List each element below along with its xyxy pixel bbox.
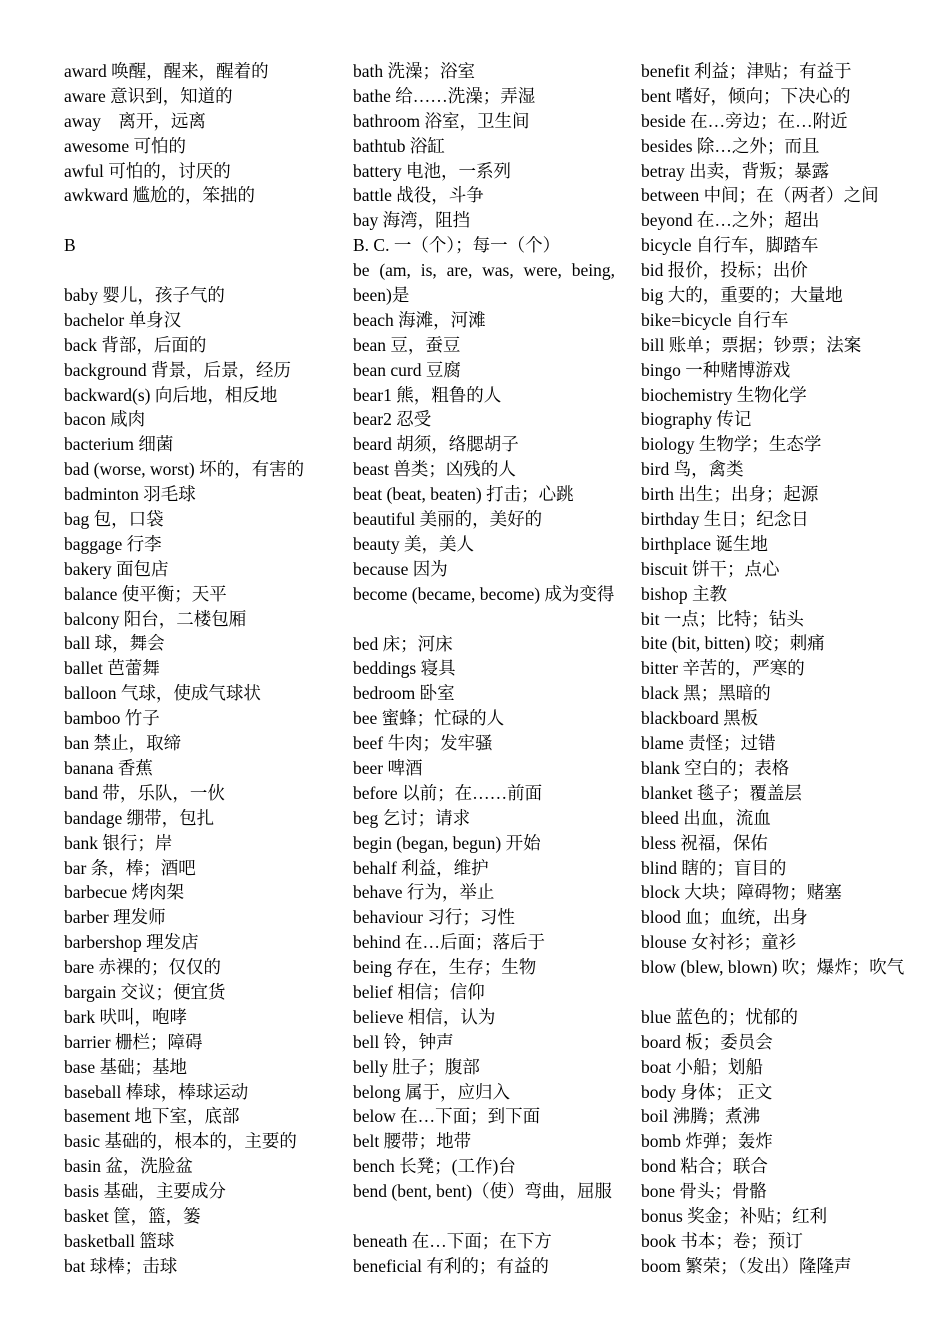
word-entry: bar 条，棒；酒吧 (64, 857, 196, 878)
word-entry: beer 啤酒 (353, 757, 423, 778)
word-entry: beauty 美，美人 (353, 533, 475, 554)
word-entry: believe 相信，认为 (353, 1006, 496, 1027)
word-entry: awful 可怕的，讨厌的 (64, 160, 231, 181)
word-entry: blood 血；血统，出身 (641, 907, 808, 928)
word-entry: bell 铃，钟声 (353, 1031, 454, 1052)
word-entry: belief 相信；信仰 (353, 981, 485, 1002)
word-entry: battle 战役，斗争 (353, 185, 484, 206)
word-entry: biochemistry 生物化学 (641, 384, 807, 405)
word-entry: book 书本；卷；预订 (641, 1230, 803, 1251)
word-entry: barbecue 烤肉架 (64, 882, 185, 903)
word-entry: bachelor 单身汉 (64, 309, 182, 330)
word-entry: boom 繁荣；（发出）隆隆声 (641, 1255, 852, 1276)
word-entry: bat 球棒；击球 (64, 1255, 178, 1276)
word-entry: basket 筐，篮，篓 (64, 1205, 201, 1226)
word-entry: beautiful 美丽的，美好的 (353, 509, 543, 530)
word-entry: awkward 尴尬的，笨拙的 (64, 185, 256, 206)
word-entry: blue 蓝色的；忧郁的 (641, 1006, 799, 1027)
word-entry: ball 球，舞会 (64, 633, 165, 654)
word-entry: base 基础；基地 (64, 1056, 187, 1077)
word-entry: beach 海滩，河滩 (353, 309, 486, 330)
word-column-1 (64, 59, 329, 1279)
word-entry: bitter 辛苦的，严寒的 (641, 658, 805, 679)
word-entry: beneath 在…下面；在下方 (353, 1230, 552, 1251)
word-entry: be (am, is, are, was, were, being, been)是 (353, 260, 615, 306)
word-entry: blackboard 黑板 (641, 708, 759, 729)
word-entry: bingo 一种赌博游戏 (641, 359, 791, 380)
word-entry: bean curd 豆腐 (353, 359, 461, 380)
word-entry: beast 兽类；凶残的人 (353, 459, 516, 480)
word-entry: bear2 忍受 (353, 409, 432, 430)
word-entry: benefit 利益；津贴；有益于 (641, 61, 852, 81)
word-entry: bank 银行；岸 (64, 832, 173, 853)
word-entry: bonus 奖金；补贴；红利 (641, 1205, 828, 1226)
word-entry: boil 沸腾；煮沸 (641, 1106, 761, 1127)
word-entry: bee 蜜蜂；忙碌的人 (353, 708, 505, 729)
word-entry: behaviour 习行；习性 (353, 907, 515, 928)
word-entry: blanket 毯子；覆盖层 (641, 782, 802, 803)
word-entry: behalf 利益，维护 (353, 857, 489, 878)
word-entry: beg 乞讨；请求 (353, 807, 471, 828)
word-entry: bathroom 浴室，卫生间 (353, 110, 530, 131)
word-entry: basis 基础，主要成分 (64, 1181, 226, 1202)
word-entry: ban 禁止，取缔 (64, 733, 182, 754)
word-entry: because 因为 (353, 558, 448, 579)
word-entry: begin (began, begun) 开始 (353, 832, 541, 853)
word-entry: bend (bent, bent)（使）弯曲，屈服 (353, 1181, 613, 1202)
word-entry: belly 肚子；腹部 (353, 1056, 480, 1077)
word-entry: basin 盆，洗脸盆 (64, 1156, 193, 1177)
word-entry: besides 除…之外；而且 (641, 135, 820, 156)
word-entry: balloon 气球，使成气球状 (64, 683, 261, 704)
word-entry: baseball 棒球，棒球运动 (64, 1081, 249, 1102)
word-column-2 (353, 59, 615, 1279)
word-entry: bite (bit, bitten) 咬；刺痛 (641, 633, 825, 654)
word-entry: blame 责怪；过错 (641, 733, 776, 754)
word-entry: bedroom 卧室 (353, 683, 455, 704)
word-entry: behave 行为，举止 (353, 882, 495, 903)
word-entry: block 大块；障碍物；赌塞 (641, 882, 842, 903)
word-entry: bathe 给……洗澡；弄湿 (353, 85, 536, 106)
word-entry: bamboo 竹子 (64, 708, 160, 729)
word-entry: beard 胡须，络腮胡子 (353, 434, 519, 455)
word-entry: bay 海湾，阻挡 (353, 210, 471, 231)
word-entry: biology 生物学；生态学 (641, 434, 822, 455)
word-entry: blouse 女衬衫；童衫 (641, 932, 797, 953)
word-entry: balcony 阳台，二楼包厢 (64, 608, 247, 629)
word-entry: B. C. 一（个）；每一（个） (353, 235, 561, 256)
word-entry: bark 吠叫，咆哮 (64, 1006, 187, 1027)
word-entry: bid 报价，投标；出价 (641, 260, 808, 281)
word-entry: blank 空白的；表格 (641, 757, 790, 778)
word-entry: balance 使平衡；天平 (64, 583, 227, 604)
word-entry: belong 属于，应归入 (353, 1081, 511, 1102)
word-entry: ballet 芭蕾舞 (64, 658, 160, 679)
word-entry: away 离开，远离 (64, 110, 206, 131)
word-entry: betray 出卖，背叛；暴露 (641, 160, 830, 181)
word-entry: bicycle 自行车，脚踏车 (641, 235, 819, 256)
word-entry: bond 粘合；联合 (641, 1156, 768, 1177)
section-letter: B (64, 235, 76, 256)
word-entry: being 存在，生存；生物 (353, 957, 537, 978)
word-entry: bakery 面包店 (64, 558, 169, 579)
word-entry: blind 瞎的；盲目的 (641, 857, 787, 878)
word-entry: boat 小船；划船 (641, 1056, 764, 1077)
word-entry: bean 豆，蚕豆 (353, 334, 461, 355)
word-entry: aware 意识到，知道的 (64, 85, 233, 106)
word-entry: birth 出生；出身；起源 (641, 484, 819, 505)
word-entry: beddings 寝具 (353, 658, 456, 679)
word-entry: back 背部，后面的 (64, 334, 207, 355)
word-entry: bathtub 浴缸 (353, 135, 445, 156)
word-entry: bone 骨头；骨骼 (641, 1181, 767, 1202)
word-entry: baby 婴儿，孩子气的 (64, 285, 225, 306)
word-entry: bandage 绷带，包扎 (64, 807, 215, 828)
word-entry: birthday 生日；纪念日 (641, 509, 809, 530)
word-entry: beneficial 有利的；有益的 (353, 1255, 549, 1276)
word-entry: bacon 咸肉 (64, 409, 146, 430)
blank-line (64, 258, 329, 283)
word-entry: beside 在…旁边；在…附近 (641, 110, 848, 131)
word-entry: barber 理发师 (64, 907, 166, 928)
word-entry: bad (worse, worst) 坏的，有害的 (64, 459, 305, 480)
word-entry: between 中间；在（两者）之间 (641, 185, 879, 206)
word-entry: banana 香蕉 (64, 757, 153, 778)
word-entry: barrier 栅栏；障碍 (64, 1031, 203, 1052)
word-entry: bench 长凳；(工作)台 (353, 1156, 516, 1177)
word-entry: bleed 出血，流血 (641, 807, 771, 828)
word-entry: band 带，乐队，一伙 (64, 782, 225, 803)
word-entry: award 唤醒，醒来，醒着的 (64, 61, 269, 81)
word-entry: bishop 主教 (641, 583, 728, 604)
word-entry: body 身体； 正文 (641, 1081, 773, 1102)
word-entry: background 背景，后景，经历 (64, 359, 291, 380)
word-entry: birthplace 诞生地 (641, 533, 768, 554)
word-entry: barbershop 理发店 (64, 932, 199, 953)
word-entry: blow (blew, blown) 吹；爆炸；吹气 (641, 957, 905, 978)
word-entry: bill 账单；票据；钞票；法案 (641, 334, 862, 355)
word-entry: bike=bicycle 自行车 (641, 309, 789, 330)
word-entry: basketball 篮球 (64, 1230, 175, 1251)
word-entry: biscuit 饼干；点心 (641, 558, 780, 579)
word-entry: bless 祝福，保佑 (641, 832, 768, 853)
word-entry: beat (beat, beaten) 打击；心跳 (353, 484, 574, 505)
word-entry: beef 牛肉；发牢骚 (353, 733, 493, 754)
word-entry: before 以前；在……前面 (353, 782, 543, 803)
word-entry: black 黑；黑暗的 (641, 683, 771, 704)
word-entry: basement 地下室，底部 (64, 1106, 240, 1127)
word-entry: bare 赤裸的；仅仅的 (64, 957, 221, 978)
word-entry: bargain 交议；便宜货 (64, 981, 226, 1002)
word-entry: bit 一点；比特；钻头 (641, 608, 804, 629)
word-entry: big 大的，重要的；大量地 (641, 285, 843, 306)
word-entry: backward(s) 向后地，相反地 (64, 384, 278, 405)
word-entry: bird 鸟，禽类 (641, 459, 744, 480)
word-entry: awesome 可怕的 (64, 135, 186, 156)
word-entry: bed 床；河床 (353, 633, 453, 654)
word-entry: below 在…下面；到下面 (353, 1106, 541, 1127)
word-entry: board 板；委员会 (641, 1031, 773, 1052)
blank-line (64, 208, 329, 233)
word-entry: bent 嗜好，倾向；下决心的 (641, 85, 851, 106)
word-entry: bear1 熊，粗鲁的人 (353, 384, 502, 405)
word-entry: biography 传记 (641, 409, 752, 430)
word-entry: behind 在…后面；落后于 (353, 932, 546, 953)
word-entry: basic 基础的，根本的，主要的 (64, 1131, 297, 1152)
word-entry: badminton 羽毛球 (64, 484, 196, 505)
word-entry: beyond 在…之外；超出 (641, 210, 820, 231)
word-entry: bag 包，口袋 (64, 509, 164, 530)
word-entry: bomb 炸弹；轰炸 (641, 1131, 773, 1152)
word-entry: bath 洗澡；浴室 (353, 61, 476, 81)
word-entry: battery 电池，一系列 (353, 160, 511, 181)
word-entry: belt 腰带；地带 (353, 1131, 472, 1152)
word-entry: become (became, become) 成为变得 (353, 583, 615, 604)
word-entry: baggage 行李 (64, 533, 162, 554)
word-column-3 (641, 59, 906, 1279)
word-entry: bacterium 细菌 (64, 434, 174, 455)
